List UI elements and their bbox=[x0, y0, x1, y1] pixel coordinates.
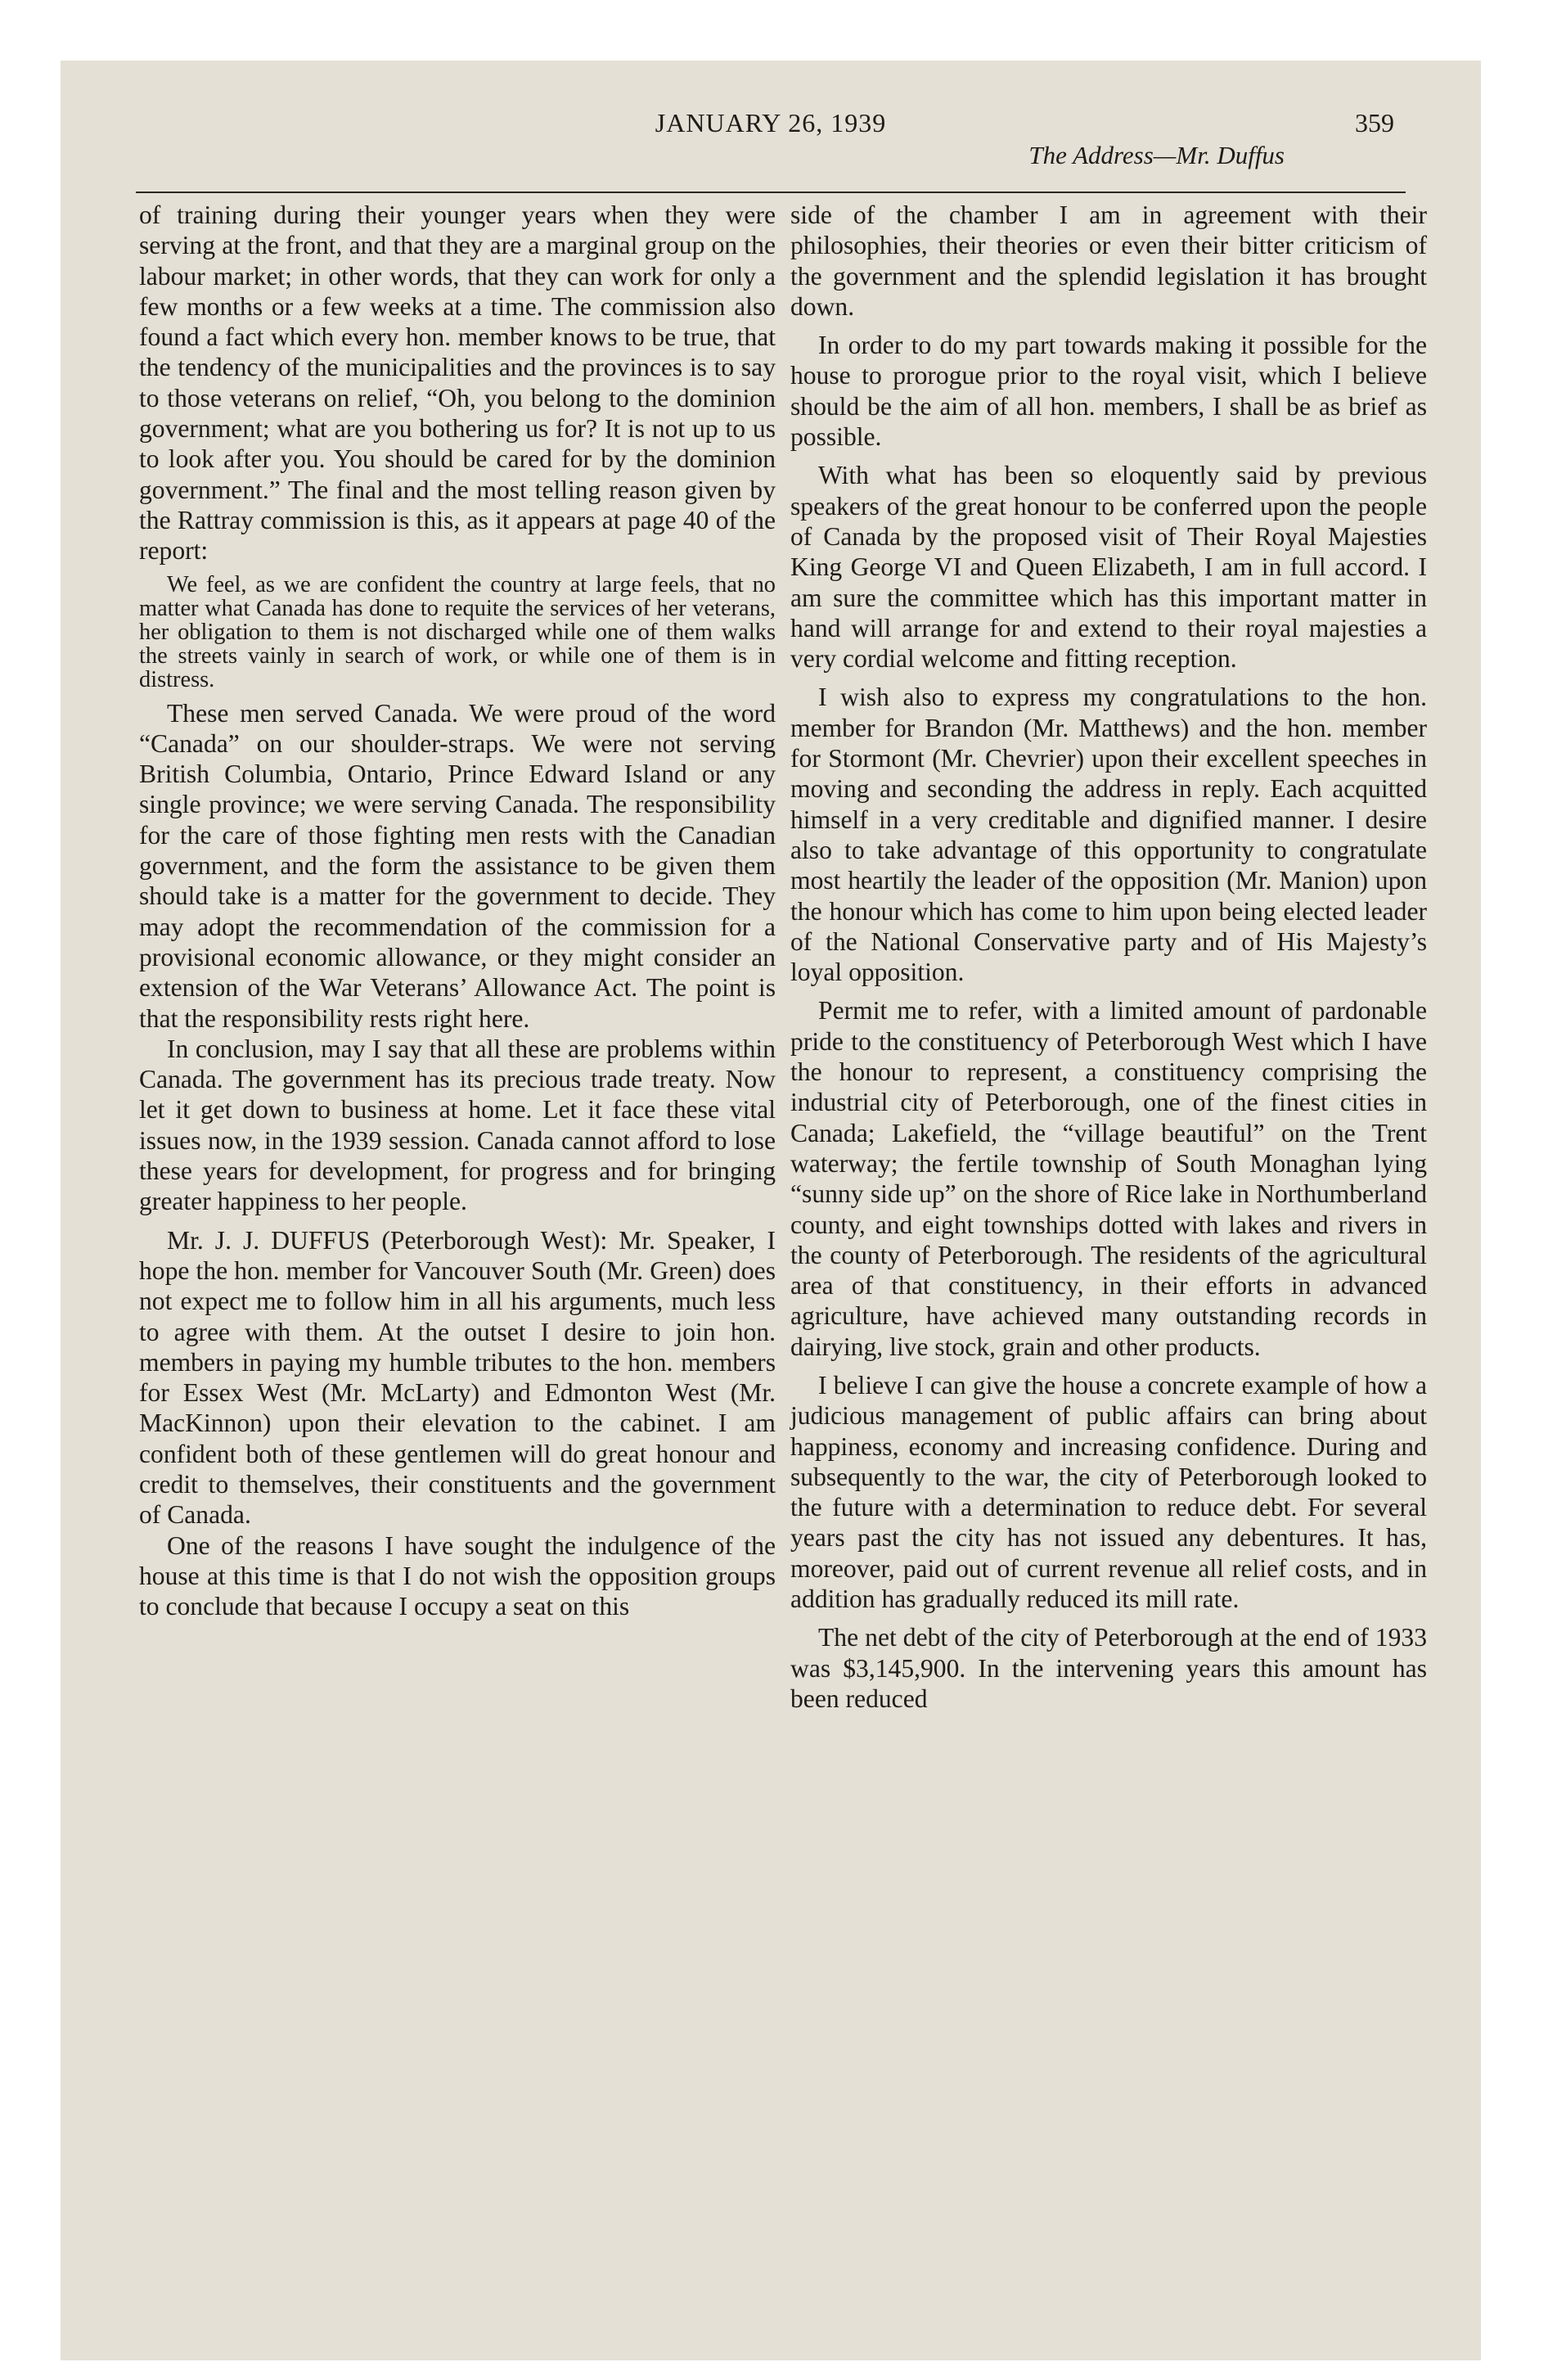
paragraph: One of the reasons I have sought the indulgence of the house at this time is that I do not wish the opposition groups to conclude that because I occupy a seat on this bbox=[139, 1530, 776, 1621]
paragraph: In order to do my part towards making it possible for the house to prorogue prior to the royal visit, which I believe should be the aim of all hon. members, I shall be as brief as possible. bbox=[790, 331, 1427, 452]
header-rule bbox=[136, 192, 1406, 193]
paragraph: With what has been so eloquently said by previous speakers of the great honour to be conferred upon the people of Canada by the proposed visit of Their Royal Majesties King George VI and Queen Elizabeth, I am in full accord. I am sure the committee which has this important matter in hand will arrange for and extend to their royal majesties a very cordial welcome and fitting reception. bbox=[790, 461, 1427, 674]
document-page bbox=[61, 61, 1481, 2360]
left-column bbox=[139, 200, 776, 1621]
block-quote: We feel, as we are confident the country at large feels, that no matter what Canada has done to requite the services of her veterans, her obligation to them is not discharged while one of them walks the streets vainly in search of work, or while one of them is in distress. bbox=[139, 571, 776, 692]
right-column bbox=[790, 200, 1427, 1714]
header-date: JANUARY 26, 1939 bbox=[655, 108, 887, 137]
paragraph: Permit me to refer, with a limited amount of pardonable pride to the constituency of Peterborough West which I have the honour to represent, a constituency comprising the industrial city of Peterborough, one of the finest cities in Canada; Lakefield, the “village beautiful” on the Trent waterway; the fertile township of South Monaghan lying “sunny side up” on the shore of Rice lake in Northumberland county, and eight townships dotted with lakes and rivers in the county of Peterborough. The residents of the agricultural area of that constituency, in their efforts in advanced agriculture, have achieved many outstanding records in dairying, live stock, grain and other products. bbox=[790, 996, 1427, 1361]
paragraph: I believe I can give the house a concrete example of how a judicious management of public affairs can bring about happiness, economy and increasing confidence. During and subsequently to the war, the city of Peterborough looked to the future with a determination to reduce debt. For several years past the city has not issued any debentures. It has, moreover, paid out of current revenue all relief costs, and in addition has gradually reduced its mill rate. bbox=[790, 1370, 1427, 1614]
page-number: 359 bbox=[1355, 108, 1394, 137]
paragraph: I wish also to express my congratulations to the hon. member for Brandon (Mr. Matthews) and the hon. member for Stormont (Mr. Chevrier) upon their excellent speeches in moving and seconding the address in reply. Each acquitted himself in a very creditable and dignified manner. I desire also to take advantage of this opportunity to congratulate most heartily the leader of the opposition (Mr. Manion) upon the honour which has come to him upon being elected leader of the National Conservative party and of His Majesty’s loyal opposition. bbox=[790, 683, 1427, 987]
paragraph: In conclusion, may I say that all these are problems within Canada. The government has its precious trade treaty. Now let it get down to business at home. Let it face these vital issues now, in the 1939 session. Canada cannot afford to lose these years for development, for progress and for bringing greater happiness to her people. bbox=[139, 1034, 776, 1216]
paragraph: side of the chamber I am in agreement with their philosophies, their theories or even their bitter criticism of the government and the splendid legislation it has brought down. bbox=[790, 201, 1427, 321]
running-title: The Address—Mr. Duffus bbox=[1028, 141, 1285, 169]
paragraph: These men served Canada. We were proud of the word “Canada” on our shoulder-straps. We were not serving British Columbia, Ontario, Prince Edward Island or any single province; we were serving Canada. The responsibility for the care of those fighting men rests with the Canadian government, and the form the assistance to be given them should take is a matter for the government to decide. They may adopt the recommendation of the commission for a provisional economic allowance, or they might consider an extension of the War Veterans’ Allowance Act. The point is that the responsibility rests right here. bbox=[139, 698, 776, 1033]
page-header bbox=[61, 108, 1481, 174]
paragraph: of training during their younger years when they were serving at the front, and that they are a marginal group on the labour market; in other words, that they can work for only a few months or a few weeks at a time. The commission also found a fact which every hon. member knows to be true, that the tendency of the municipalities and the provinces is to say to those veterans on relief, “Oh, you belong to the dominion government; what are you bothering us for? It is not up to us to look after you. You should be cared for by the dominion government.” The final and the most telling reason given by the Rattray commission is this, as it appears at page 40 of the report: bbox=[139, 201, 776, 566]
paragraph: Mr. J. J. DUFFUS (Peterborough West): Mr. Speaker, I hope the hon. member for Vancouver South (Mr. Green) does not expect me to follow him in all his arguments, much less to agree with them. At the outset I desire to join hon. members in paying my humble tributes to the hon. members for Essex West (Mr. McLarty) and Edmonton West (Mr. MacKinnon) upon their elevation to the cabinet. I am confident both of these gentlemen will do great honour and credit to themselves, their constituents and the government of Canada. bbox=[139, 1225, 776, 1530]
paragraph: The net debt of the city of Peterborough at the end of 1933 was $3,145,900. In the intervening years this amount has been reduced bbox=[790, 1623, 1427, 1713]
